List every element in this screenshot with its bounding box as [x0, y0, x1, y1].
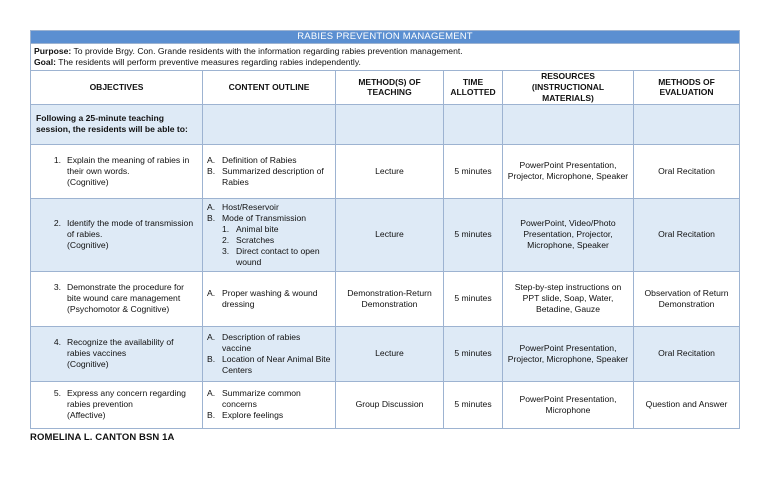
header-time-allotted: TIME ALLOTTED — [444, 71, 503, 105]
objective-text: Express any concern regarding rabies prevention — [67, 388, 186, 410]
resources-cell: PowerPoint Presentation, Projector, Microphone, Speaker — [503, 144, 634, 198]
objective-domain: (Affective) — [67, 410, 106, 421]
content-item — [207, 288, 331, 310]
intro-empty-cell — [203, 104, 336, 144]
method-cell: Lecture — [336, 198, 444, 271]
teaching-plan-table — [30, 30, 740, 429]
objective-text: Demonstrate the procedure for bite wound care management — [67, 282, 185, 304]
header-content-outline: CONTENT OUTLINE — [203, 71, 336, 105]
objective-text-block — [67, 155, 198, 188]
objective-domain: (Cognitive) — [67, 176, 109, 187]
table-row — [31, 144, 740, 198]
resources-cell: PowerPoint, Video/Photo Presentation, Projector, Microphone, Speaker — [503, 198, 634, 271]
objective-text-block — [67, 218, 198, 251]
objective-number: 2. — [53, 218, 61, 229]
purpose-goal-row — [31, 44, 740, 71]
objective-cell — [31, 198, 203, 271]
content-item — [207, 388, 331, 410]
content-item — [207, 213, 331, 224]
objective-text-block — [67, 388, 198, 421]
content-item-text: Summarize common concerns — [222, 388, 301, 410]
resources-cell: Step-by-step instructions on PPT slide, Soap, Water, Betadine, Gauze — [503, 271, 634, 326]
objective-text-block — [67, 282, 198, 315]
objective-text: Recognize the availability of rabies vaccines — [67, 337, 174, 359]
objective-text-block — [67, 337, 198, 370]
objective-number: 5. — [53, 388, 61, 399]
objective-item — [35, 388, 198, 421]
resources-cell: PowerPoint Presentation, Microphone — [503, 381, 634, 428]
objective-item — [35, 155, 198, 188]
time-cell: 5 minutes — [444, 144, 503, 198]
content-item-letter: A. — [207, 287, 216, 298]
content-subitem — [207, 235, 331, 246]
method-cell: Lecture — [336, 144, 444, 198]
method-cell: Demonstration-Return Demonstration — [336, 271, 444, 326]
objective-rows — [31, 144, 740, 428]
content-item-letter: B. — [207, 410, 216, 421]
goal-text: The residents will perform preventive measures regarding rabies independently. — [55, 57, 361, 68]
objective-domain: (Psychomotor & Cognitive) — [67, 304, 170, 315]
evaluation-cell: Oral Recitation — [634, 326, 740, 381]
content-item-text: Location of Near Animal Bite Centers — [222, 353, 331, 375]
intro-empty-cell — [634, 104, 740, 144]
content-outline-cell — [203, 271, 336, 326]
time-cell: 5 minutes — [444, 381, 503, 428]
intro-empty-cell — [444, 104, 503, 144]
purpose-label: Purpose: — [34, 46, 72, 57]
evaluation-cell: Question and Answer — [634, 381, 740, 428]
title-row — [31, 31, 740, 44]
content-item-text: Summarized description of Rabies — [222, 165, 324, 187]
content-item — [207, 332, 331, 354]
objective-text: Explain the meaning of rabies in their own words. — [67, 154, 190, 176]
objective-cell — [31, 326, 203, 381]
table-row — [31, 326, 740, 381]
objective-number: 4. — [53, 337, 61, 348]
time-cell: 5 minutes — [444, 326, 503, 381]
content-item-letter: B. — [207, 353, 216, 364]
content-item-letter: A. — [207, 201, 216, 212]
content-subitem — [207, 224, 331, 235]
content-subitem-number: 3. — [222, 245, 230, 256]
header-resources: RESOURCES (INSTRUCTIONAL MATERIALS) — [503, 71, 634, 105]
time-cell: 5 minutes — [444, 198, 503, 271]
content-item-letter: A. — [207, 388, 216, 399]
content-item-text: Mode of Transmission — [222, 212, 307, 223]
purpose-line — [34, 46, 736, 57]
evaluation-cell: Observation of Return Demonstration — [634, 271, 740, 326]
content-item-text: Explore feelings — [222, 410, 284, 421]
content-item-letter: B. — [207, 165, 216, 176]
author-footer: ROMELINA L. CANTON BSN 1A — [30, 431, 175, 443]
table-title: RABIES PREVENTION MANAGEMENT — [31, 31, 740, 44]
method-cell: Lecture — [336, 326, 444, 381]
intro-row — [31, 104, 740, 144]
content-subitem-number: 2. — [222, 234, 230, 245]
content-item — [207, 166, 331, 188]
method-cell: Group Discussion — [336, 381, 444, 428]
objective-text: Identify the mode of transmission of rabies. — [67, 218, 194, 240]
objective-domain: (Cognitive) — [67, 359, 109, 370]
content-outline-cell — [203, 144, 336, 198]
content-subitem-text: Scratches — [236, 234, 275, 245]
header-objectives: OBJECTIVES — [31, 71, 203, 105]
content-outline-cell — [203, 198, 336, 271]
content-subitem-text: Animal bite — [236, 223, 279, 234]
content-item — [207, 354, 331, 376]
content-subitem-number: 1. — [222, 223, 230, 234]
content-subitem — [207, 246, 331, 268]
content-item-letter: B. — [207, 212, 216, 223]
intro-text: Following a 25-minute teaching session, the residents will be able to: — [31, 104, 203, 144]
document-page — [30, 30, 739, 443]
content-subitem-text: Direct contact to open wound — [236, 245, 320, 267]
content-item-text: Definition of Rabies — [222, 154, 297, 165]
objective-number: 1. — [53, 154, 61, 165]
intro-empty-cell — [503, 104, 634, 144]
table-row — [31, 271, 740, 326]
goal-label: Goal: — [34, 57, 56, 68]
content-item-text: Host/Reservoir — [222, 201, 279, 212]
header-methods-of-evaluation: METHODS OF EVALUATION — [634, 71, 740, 105]
evaluation-cell: Oral Recitation — [634, 198, 740, 271]
content-item-letter: A. — [207, 154, 216, 165]
header-row — [31, 71, 740, 105]
objective-item — [35, 337, 198, 370]
objective-domain: (Cognitive) — [67, 240, 109, 251]
content-outline-cell — [203, 381, 336, 428]
objective-item — [35, 282, 198, 315]
objective-item — [35, 218, 198, 251]
evaluation-cell: Oral Recitation — [634, 144, 740, 198]
content-item — [207, 155, 331, 166]
content-item-letter: A. — [207, 331, 216, 342]
intro-empty-cell — [336, 104, 444, 144]
time-cell: 5 minutes — [444, 271, 503, 326]
content-item-text: Description of rabies vaccine — [222, 331, 301, 353]
objective-number: 3. — [53, 282, 61, 293]
resources-cell: PowerPoint Presentation, Projector, Microphone, Speaker — [503, 326, 634, 381]
table-row — [31, 198, 740, 271]
content-item-text: Proper washing & wound dressing — [222, 287, 318, 309]
goal-line — [34, 57, 736, 68]
purpose-goal-cell — [31, 44, 740, 71]
purpose-text: To provide Brgy. Con. Grande residents with the information regarding rabies prevention management. — [71, 46, 463, 57]
objective-cell — [31, 144, 203, 198]
objective-cell — [31, 271, 203, 326]
header-methods-of-teaching: METHOD(S) OF TEACHING — [336, 71, 444, 105]
objective-cell — [31, 381, 203, 428]
content-item — [207, 202, 331, 213]
table-row — [31, 381, 740, 428]
content-outline-cell — [203, 326, 336, 381]
content-item — [207, 410, 331, 421]
